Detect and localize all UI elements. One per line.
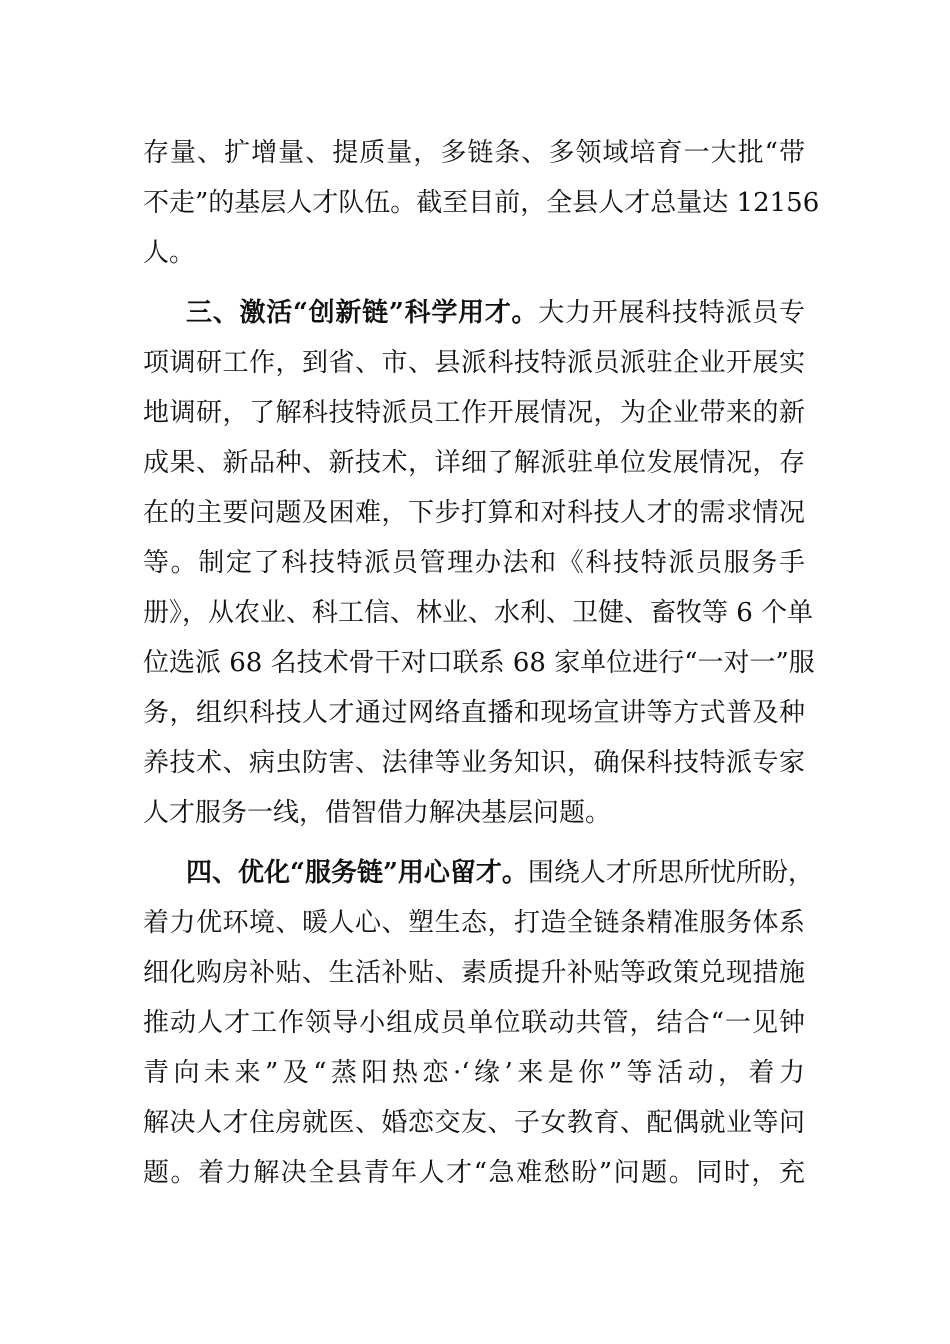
paragraph-3-line-3: 细化购房补贴、生活补贴、素质提升补贴等政策兑现措施 [143,958,805,988]
paragraph-3-line-5: 青向未来”及“蒸阳热恋·‘缘’来是你”等活动，着力 [143,1058,805,1088]
paragraph-2-line-3: 地调研，了解科技特派员工作开展情况，为企业带来的新 [143,398,805,428]
paragraph-3-first-line-text: 围绕人才所思所忧所盼， [527,858,814,888]
paragraph-3-first-line [186,853,814,893]
paragraph-2-line-2: 项调研工作，到省、市、县派科技特派员派驻企业开展实 [143,348,805,378]
paragraph-2-line-6: 等。制定了科技特派员管理办法和《科技特派员服务手 [143,548,805,578]
paragraph-2-line-4: 成果、新品种、新技术，详细了解派驻单位发展情况，存 [143,448,805,478]
paragraph-1-line-1: 存量、扩增量、提质量，多链条、多领域培育一大批“带 [143,138,805,168]
section-heading-innovation-chain: 三、激活“创新链”科学用才。 [186,298,539,328]
paragraph-2-line-9: 务，组织科技人才通过网络直播和现场宣讲等方式普及种 [143,698,805,728]
paragraph-3-line-2: 着力优环境、暖人心、塑生态，打造全链条精准服务体系 [143,908,805,938]
paragraph-2-line-7: 册》，从农业、科工信、林业、水利、卫健、畜牧等 6 个单 [143,598,814,628]
paragraph-3-line-6: 解决人才住房就医、婚恋交友、子女教育、配偶就业等问 [143,1108,805,1138]
paragraph-2-line-10: 养技术、病虫防害、法律等业务知识，确保科技特派专家 [143,748,805,778]
paragraph-3-line-7: 题。着力解决全县青年人才“急难愁盼”问题。同时，充 [143,1158,805,1188]
paragraph-2-line-5: 在的主要问题及困难，下步打算和对科技人才的需求情况 [143,498,805,528]
paragraph-2-line-8: 位选派 68 名技术骨干对口联系 68 家单位进行“一对一”服 [143,648,815,678]
paragraph-3-line-4: 推动人才工作领导小组成员单位联动共管，结合“一见钟 [143,1008,805,1038]
section-heading-service-chain: 四、优化“服务链”用心留才。 [186,858,528,888]
paragraph-2-first-line [186,293,805,333]
paragraph-1-line-2: 不走”的基层人才队伍。截至目前，全县人才总量达 12156 [143,188,820,218]
paragraph-1-line-3: 人。 [143,238,196,268]
paragraph-2-first-line-text: 大力开展科技特派员专 [538,298,805,328]
paragraph-2-line-11: 人才服务一线，借智借力解决基层问题。 [143,798,612,828]
